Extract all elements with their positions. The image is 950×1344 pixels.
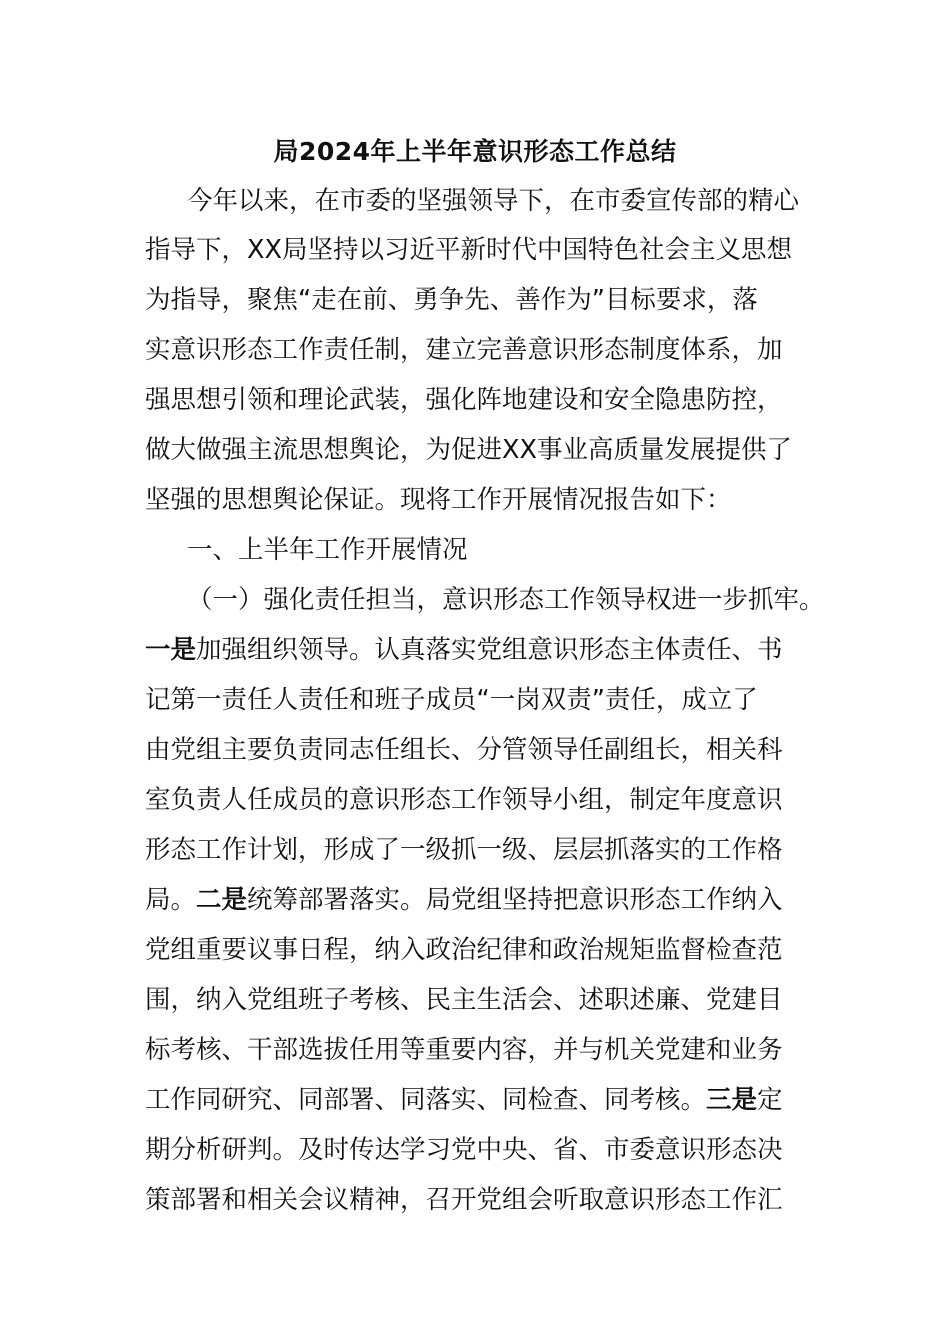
body-line [145, 630, 783, 670]
body-line: 记第一责任人责任和班子成员“一岗双责”责任，成立了 [145, 685, 758, 715]
body-line: 室负责人任成员的意识形态工作领导小组，制定年度意识 [145, 785, 783, 815]
line-text: 加强组织领导。认真落实党组意识形态主体责任、书 [196, 635, 783, 665]
emphasis-text: 三是 [706, 1085, 758, 1115]
line-prefix: 局。 [145, 885, 197, 915]
emphasis-text: 二是 [196, 885, 248, 915]
body-line: 形态工作计划，形成了一级抓一级、层层抓落实的工作格 [145, 835, 783, 865]
body-line: 策部署和相关会议精神，召开党组会听取意识形态工作汇 [145, 1185, 783, 1215]
line-text: 定 [757, 1085, 783, 1115]
body-line: 坚强的思想舆论保证。现将工作开展情况报告如下： [145, 485, 732, 515]
body-line: 今年以来，在市委的坚强领导下，在市委宣传部的精心 [187, 186, 800, 216]
body-line: 党组重要议事日程，纳入政治纪律和政治规矩监督检查范 [145, 935, 783, 965]
body-line: 由党组主要负责同志任组长、分管领导任副组长，相关科 [145, 735, 783, 765]
body-line: 围，纳入党组班子考核、民主生活会、述职述廉、党建目 [145, 985, 783, 1015]
body-line: 指导下，XX局坚持以习近平新时代中国特色社会主义思想 [145, 235, 792, 265]
body-line: 期分析研判。及时传达学习党中央、省、市委意识形态决 [145, 1135, 783, 1165]
body-line: 为指导，聚焦“走在前、勇争先、善作为”目标要求，落 [145, 285, 758, 315]
emphasis-text: 一是 [145, 635, 197, 665]
body-line [145, 1080, 783, 1120]
line-text: 统筹部署落实。局党组坚持把意识形态工作纳入 [247, 885, 783, 915]
body-line: 做大做强主流思想舆论，为促进XX事业高质量发展提供了 [145, 435, 792, 465]
subsection-heading: （一）强化责任担当，意识形态工作领导权进一步抓牢。 [187, 585, 825, 615]
body-line: 标考核、干部选拔任用等重要内容，并与机关党建和业务 [145, 1035, 783, 1065]
body-line: 强思想引领和理论武装，强化阵地建设和安全隐患防控， [145, 385, 783, 415]
line-prefix: 工作同研究、同部署、同落实、同检查、同考核。 [145, 1085, 707, 1115]
body-line: 实意识形态工作责任制，建立完善意识形态制度体系，加 [145, 335, 783, 365]
body-line [145, 880, 783, 920]
document-title: 局2024年上半年意识形态工作总结 [273, 137, 677, 166]
section-heading: 一、上半年工作开展情况 [187, 535, 468, 565]
